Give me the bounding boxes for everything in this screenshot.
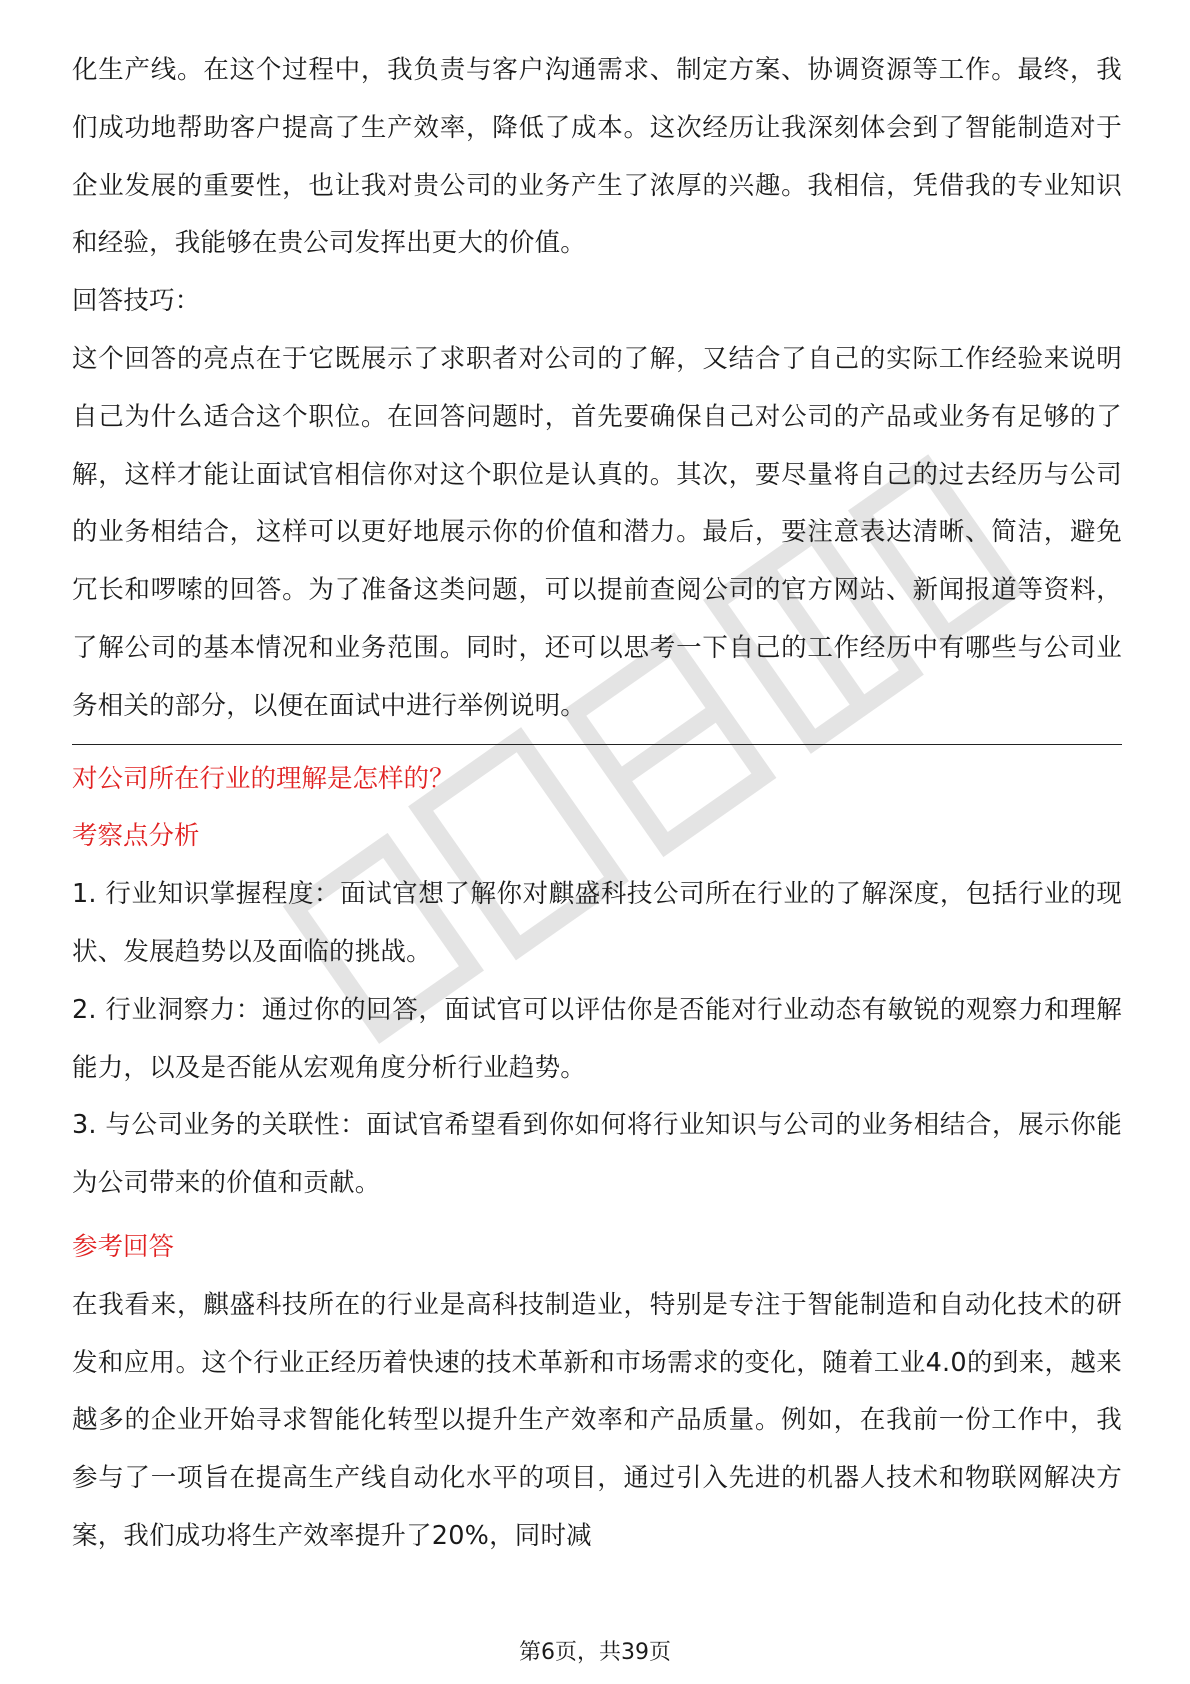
analysis-point-3: 3. 与公司业务的关联性：面试官希望看到你如何将行业知识与公司的业务相结合，展示你能为公司带来的价值和贡献。 bbox=[72, 1110, 1122, 1199]
analysis-heading: 考察点分析 bbox=[72, 821, 200, 852]
reference-paragraph: 在我看来，麒盛科技所在的行业是高科技制造业，特别是专注于智能制造和自动化技术的研发和应用。这个行业正经历着快速的技术革新和市场需求的变化，随着工业4.0的到来，越来越多的企业开始寻求智能化转型以提升生产效率和产品质量。例如，在我前一份工作中，我参与了一项旨在提高生产线自动化水平的项目，通过引入先进的机器人技术和物联网解决方案，我们成功将生产效率提升了20%，同时减 bbox=[72, 1289, 1122, 1551]
reference-heading: 参考回答 bbox=[72, 1231, 175, 1262]
analysis-point-2: 2. 行业洞察力：通过你的回答，面试官可以评估你是否能对行业动态有敏锐的观察力和理解能力，以及是否能从宏观角度分析行业趋势。 bbox=[72, 994, 1122, 1083]
intro-paragraph: 化生产线。在这个过程中，我负责与客户沟通需求、制定方案、协调资源等工作。最终，我们成功地帮助客户提高了生产效率，降低了成本。这次经历让我深刻体会到了智能制造对于企业发展的重要性，也让我对贵公司的业务产生了浓厚的兴趣。我相信，凭借我的专业知识和经验，我能够在贵公司发挥出更大的价值。 bbox=[72, 55, 1122, 259]
tips-label: 回答技巧： bbox=[72, 286, 201, 317]
section-divider bbox=[72, 744, 1122, 745]
question-title: 对公司所在行业的理解是怎样的？ bbox=[72, 763, 455, 794]
document-page bbox=[72, 42, 1122, 1566]
analysis-point-1: 1. 行业知识掌握程度：面试官想了解你对麒盛科技公司所在行业的了解深度，包括行业的现状、发展趋势以及面临的挑战。 bbox=[72, 879, 1122, 967]
page-indicator: 第6页，共39页 bbox=[519, 1640, 671, 1665]
tips-paragraph: 这个回答的亮点在于它既展示了求职者对公司的了解，又结合了自己的实际工作经验来说明自己为什么适合这个职位。在回答问题时，首先要确保自己对公司的产品或业务有足够的了解，这样才能让面试官相信你对这个职位是认真的。其次，要尽量将自己的过去经历与公司的业务相结合，这样可以更好地展示你的价值和潜力。最后，要注意表达清晰、简洁，避免冗长和啰嗦的回答。为了准备这类问题，可以提前查阅公司的官方网站、新闻报道等资料，了解公司的基本情况和业务范围。同时，还可以思考一下自己的工作经历中有哪些与公司业务相关的部分，以便在面试中进行举例说明。 bbox=[72, 343, 1122, 721]
